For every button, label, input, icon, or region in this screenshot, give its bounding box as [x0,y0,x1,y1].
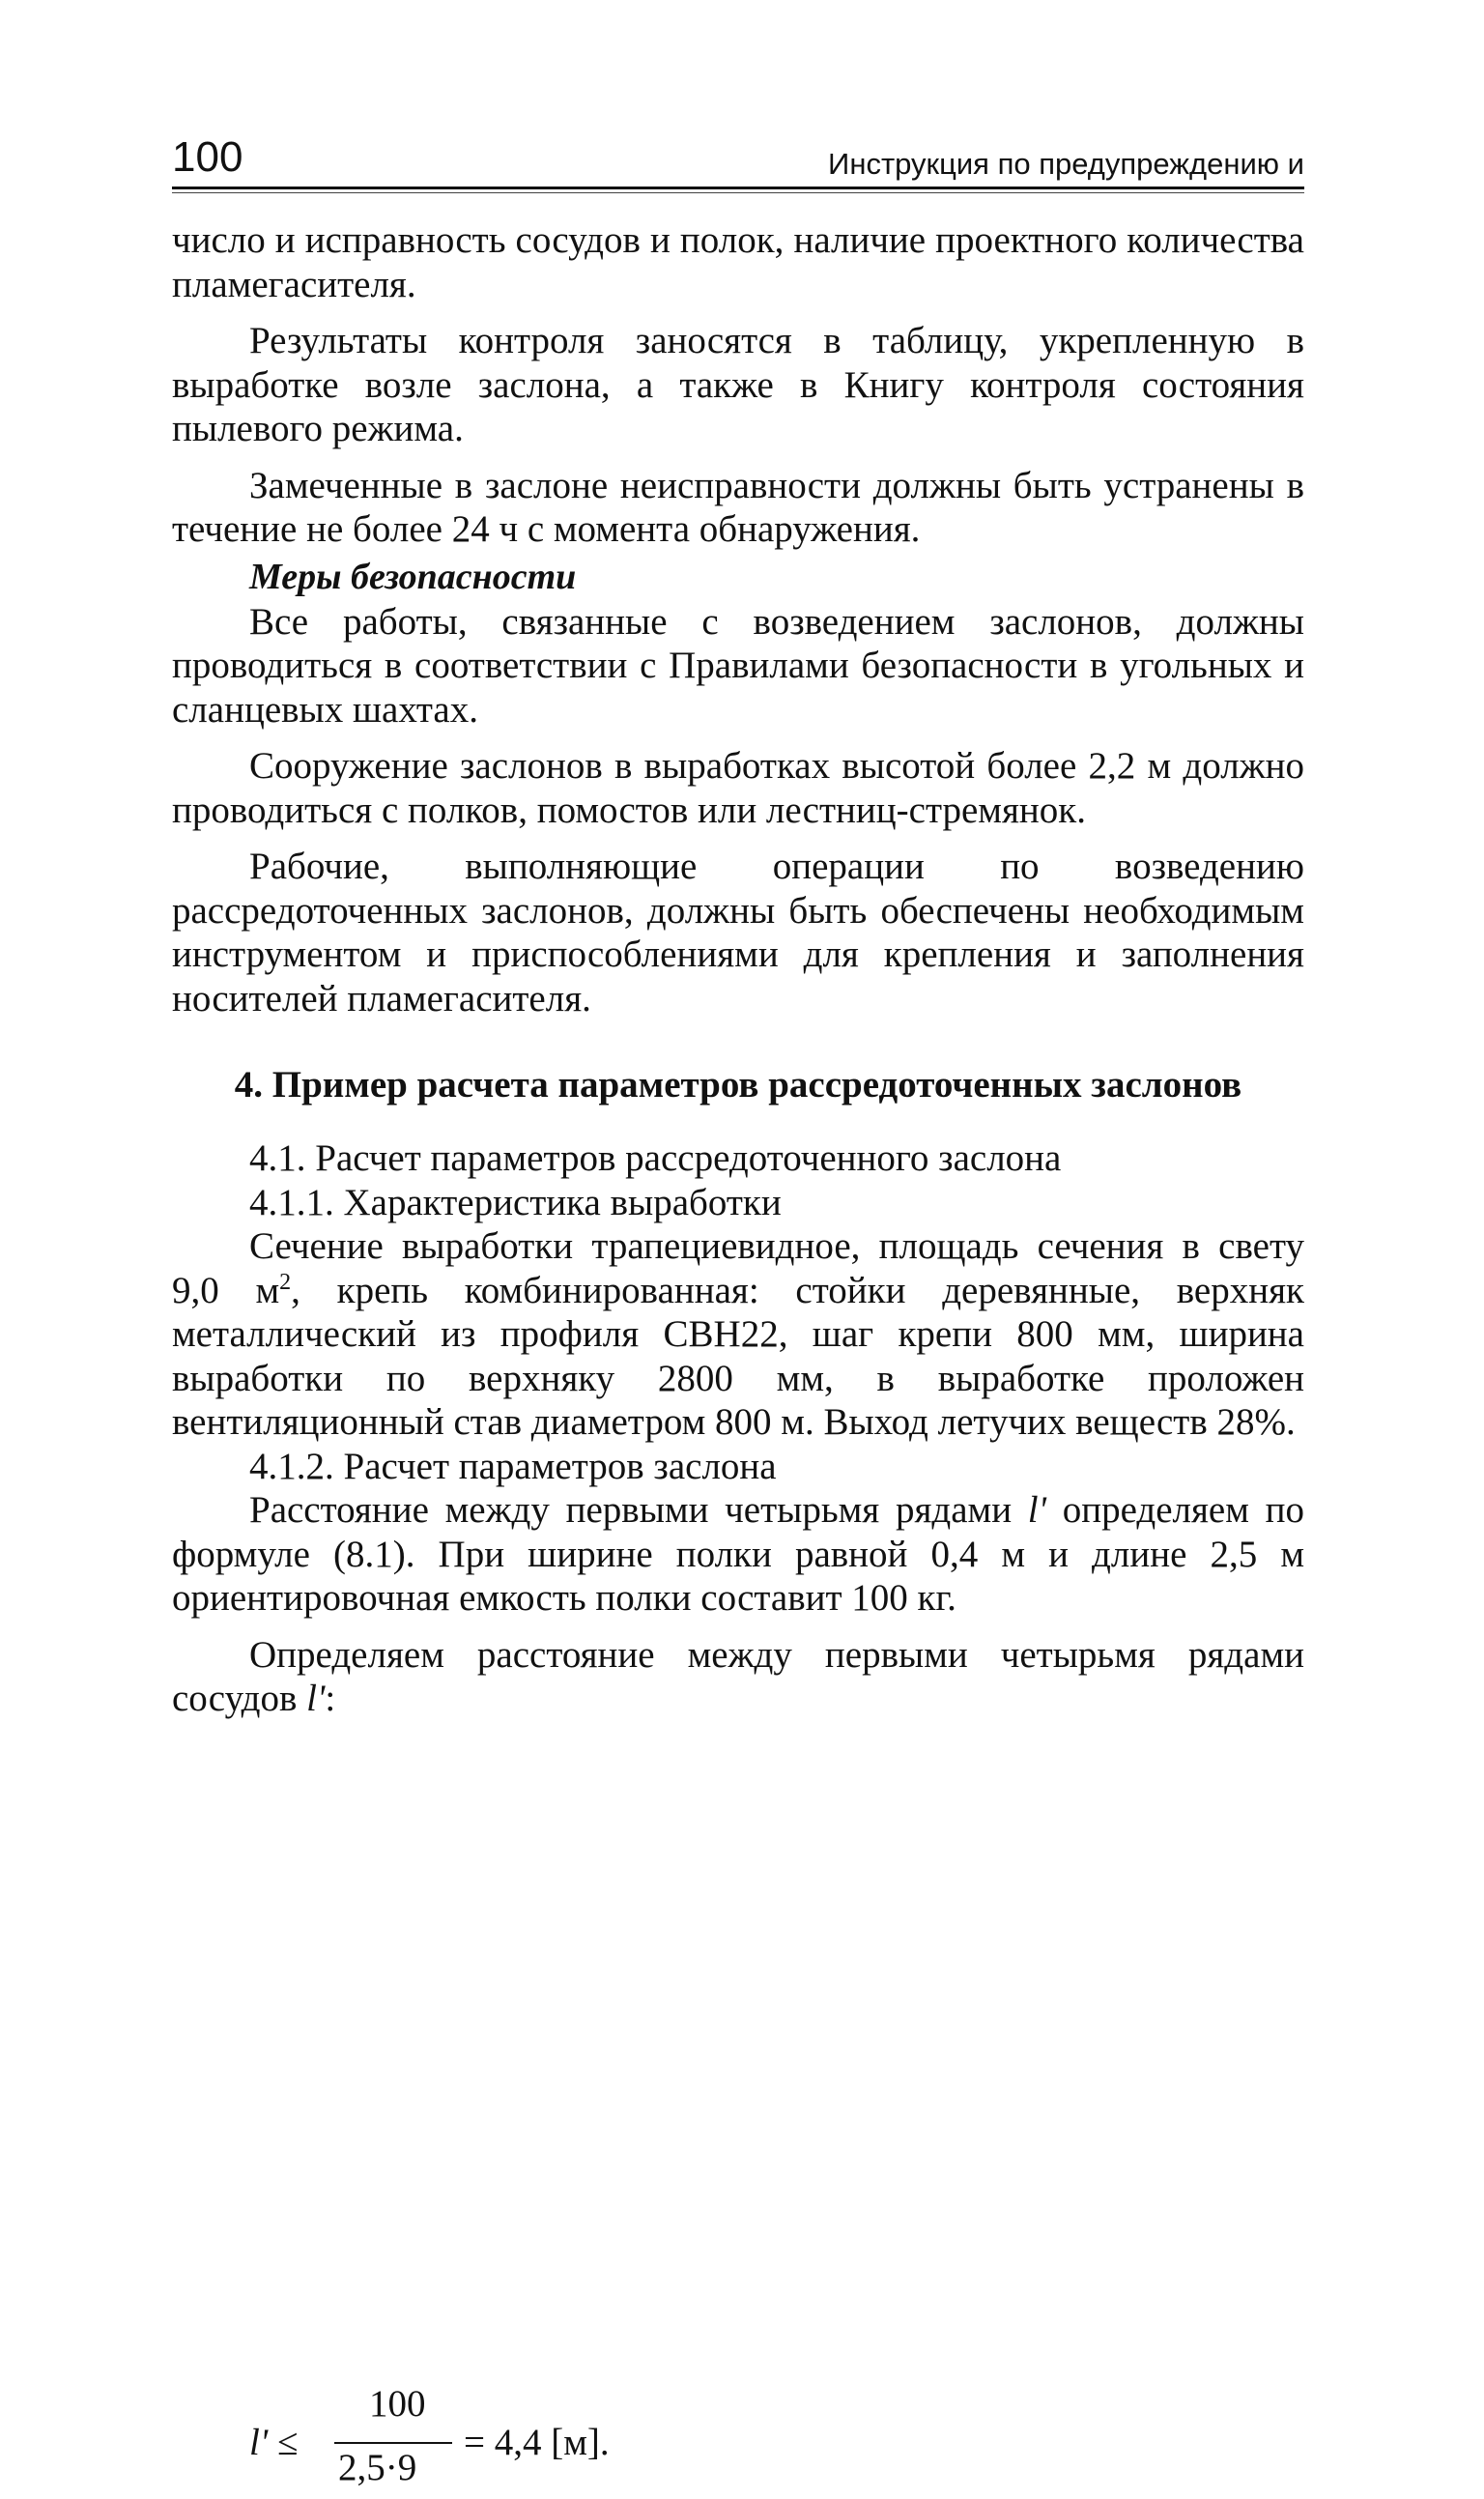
formula-rhs: = 4,4 [м]. [464,2422,610,2463]
superscript: 2 [279,1269,292,1295]
paragraph-text: , крепь комбинированная: стойки деревянные, верхняк металлический из профиля СВН22, шаг крепи 800 мм, ширина выработки по верхняку 2800 мм, в выработке проложен вентиляционный став диаметром 800 м. Выход летучих веществ 28%. [172,1269,1304,1443]
running-title: Инструкция по предупреждению и [828,147,1304,181]
paragraph: Все работы, связанные с возведением заслонов, должны проводиться в соответствии с Правилами безопасности в угольных и сланцевых шахтах. [172,600,1304,731]
formula-lhs: l' ≤ [249,2422,299,2463]
paragraph [172,1224,1304,1445]
paragraph: Рабочие, выполняющие операции по возведению рассредоточенных заслонов, должны быть обеспечены необходимым инструментом и приспособлениями для крепления и заполнения носителей пламегасителя. [172,846,1304,1020]
formula-denominator: 2,5·9 [338,2447,417,2488]
formula-numerator: 100 [369,2383,426,2425]
subsection-heading: 4.1. Расчет параметров рассредоточенного заслона [249,1137,1062,1179]
formula [249,2383,655,2499]
section-title: 4. Пример расчета параметров рассредоточенных заслонов [234,1064,1242,1106]
paragraph-text: определяем по формуле (8.1). При ширине полки равной 0,4 м и длине 2,5 м ориентировочная емкость полки составит 100 кг. [172,1489,1304,1619]
paragraph-text: : [325,1678,336,1719]
header-rule [172,187,1304,189]
paragraph: Замеченные в заслоне неисправности должны быть устранены в течение не более 24 ч с момента обнаружения. [172,464,1304,550]
paragraph [172,1633,1304,1721]
safety-heading: Меры безопасности [249,556,577,597]
subsection-heading: 4.1.2. Расчет параметров заслона [249,1445,777,1487]
paragraph-text: Расстояние между первыми четырьмя рядами [249,1489,1028,1531]
page-number: 100 [172,133,243,181]
subsection-heading: 4.1.1. Характеристика выработки [249,1181,782,1223]
fraction-bar [334,2442,452,2444]
page-header [172,133,1304,182]
paragraph [172,1488,1304,1621]
paragraph: число и исправность сосудов и полок, наличие проектного количества пламегасителя. [172,219,1304,305]
paragraph-text: Сечение выработки трапециевидное, площадь сечения в свету 9,0 м [172,1225,1304,1311]
paragraph-text: Определяем расстояние между первыми четырьмя рядами сосудов [172,1633,1304,1719]
paragraph: Сооружение заслонов в выработках высотой более 2,2 м должно проводиться с полков, помостов или лестниц-стремянок. [172,745,1304,831]
paragraph: Результаты контроля заносятся в таблицу, укрепленную в выработке возле заслона, а также в Книгу контроля состояния пылевого режима. [172,320,1304,449]
variable: l' [1027,1489,1046,1531]
variable: l' [306,1678,326,1719]
page-body [172,218,1304,1721]
header-rule-thin [172,192,1304,193]
